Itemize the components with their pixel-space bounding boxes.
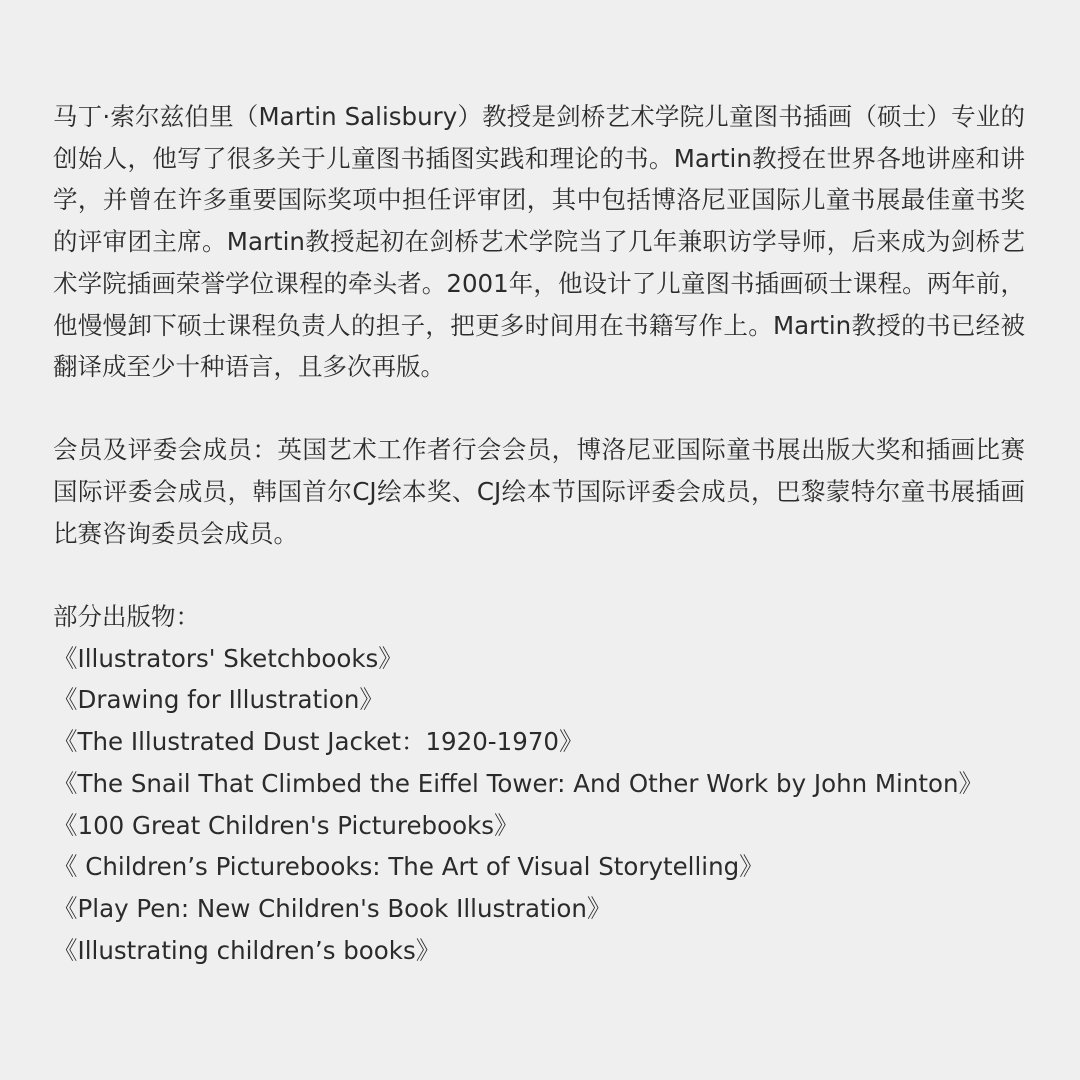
publications-heading: 部分出版物： xyxy=(53,602,200,632)
publication-item: 《100 Great Children's Picturebooks》 xyxy=(53,810,519,840)
publication-item: 《The Illustrated Dust Jacket：1920-1970》 xyxy=(53,727,584,757)
publications-list xyxy=(53,638,1025,972)
publication-item: 《Illustrating children’s books》 xyxy=(53,935,441,965)
memberships-paragraph: 会员及评委会成员：英国艺术工作者行会会员，博洛尼亚国际童书展出版大奖和插画比赛国际评委会成员，韩国首尔CJ绘本奖、CJ绘本节国际评委会成员，巴黎蒙特尔童书展插画比赛咨询委员会成员。 xyxy=(53,435,1025,548)
article-body xyxy=(53,96,1025,971)
publication-item: 《Play Pen: New Children's Book Illustration》 xyxy=(53,893,612,923)
publication-item: 《The Snail That Climbed the Eiffel Tower: And Other Work by John Minton》 xyxy=(53,768,984,798)
publication-item: 《Drawing for Illustration》 xyxy=(53,685,384,715)
bio-paragraph: 马丁·索尔兹伯里（Martin Salisbury）教授是剑桥艺术学院儿童图书插画（硕士）专业的创始人，他写了很多关于儿童图书插图实践和理论的书。Martin教授在世界各地讲座和讲学，并曾在许多重要国际奖项中担任评审团，其中包括博洛尼亚国际儿童书展最佳童书奖的评审团主席。Martin教授起初在剑桥艺术学院当了几年兼职访学导师，后来成为剑桥艺术学院插画荣誉学位课程的牵头者。2001年，他设计了儿童图书插画硕士课程。两年前，他慢慢卸下硕士课程负责人的担子，把更多时间用在书籍写作上。Martin教授的书已经被翻译成至少十种语言，且多次再版。 xyxy=(53,102,1025,382)
publication-item: 《Illustrators' Sketchbooks》 xyxy=(53,643,403,673)
publication-item: 《 Children’s Picturebooks: The Art of Visual Storytelling》 xyxy=(53,852,764,882)
